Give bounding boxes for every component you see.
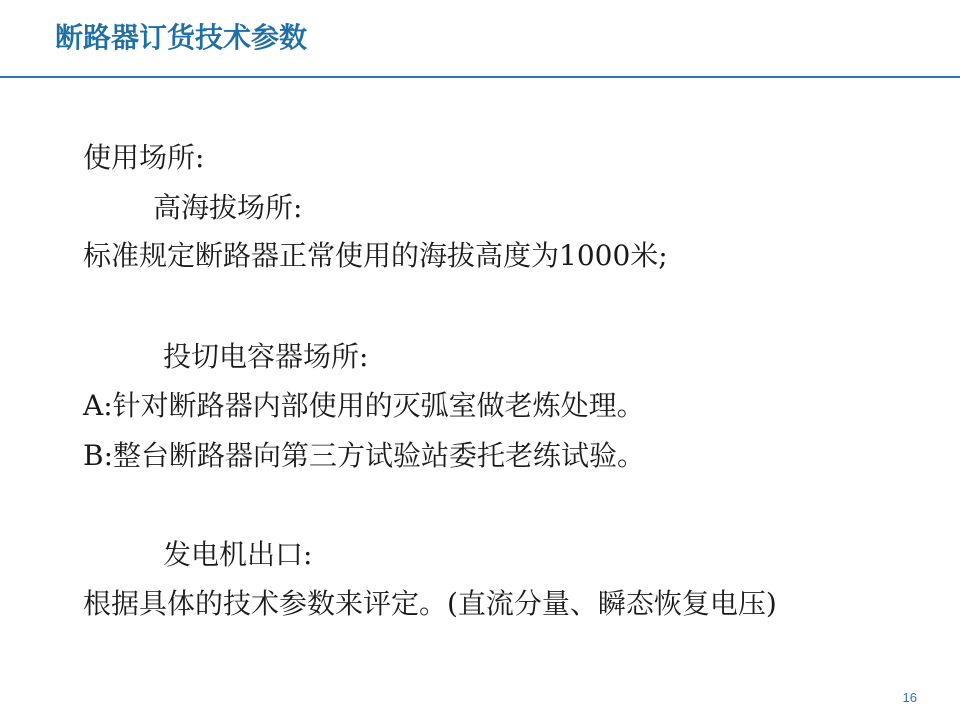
capacitor-option-b: B:整台断路器向第三方试验站委托老练试验。 bbox=[83, 439, 646, 472]
high-altitude-heading: 高海拔场所: bbox=[153, 191, 303, 224]
usage-heading: 使用场所: bbox=[83, 141, 205, 174]
slide-title: 断路器订货技术参数 bbox=[55, 21, 308, 54]
title-divider bbox=[0, 76, 960, 78]
generator-outlet-text: 根据具体的技术参数来评定。(直流分量、瞬态恢复电压) bbox=[83, 587, 777, 620]
high-altitude-text: 标准规定断路器正常使用的海拔高度为1000米; bbox=[83, 239, 668, 272]
capacitor-switching-heading: 投切电容器场所: bbox=[163, 340, 369, 373]
capacitor-option-a: A:针对断路器内部使用的灭弧室做老炼处理。 bbox=[83, 389, 645, 422]
page-number: 16 bbox=[902, 690, 917, 705]
generator-outlet-heading: 发电机出口: bbox=[163, 538, 313, 571]
